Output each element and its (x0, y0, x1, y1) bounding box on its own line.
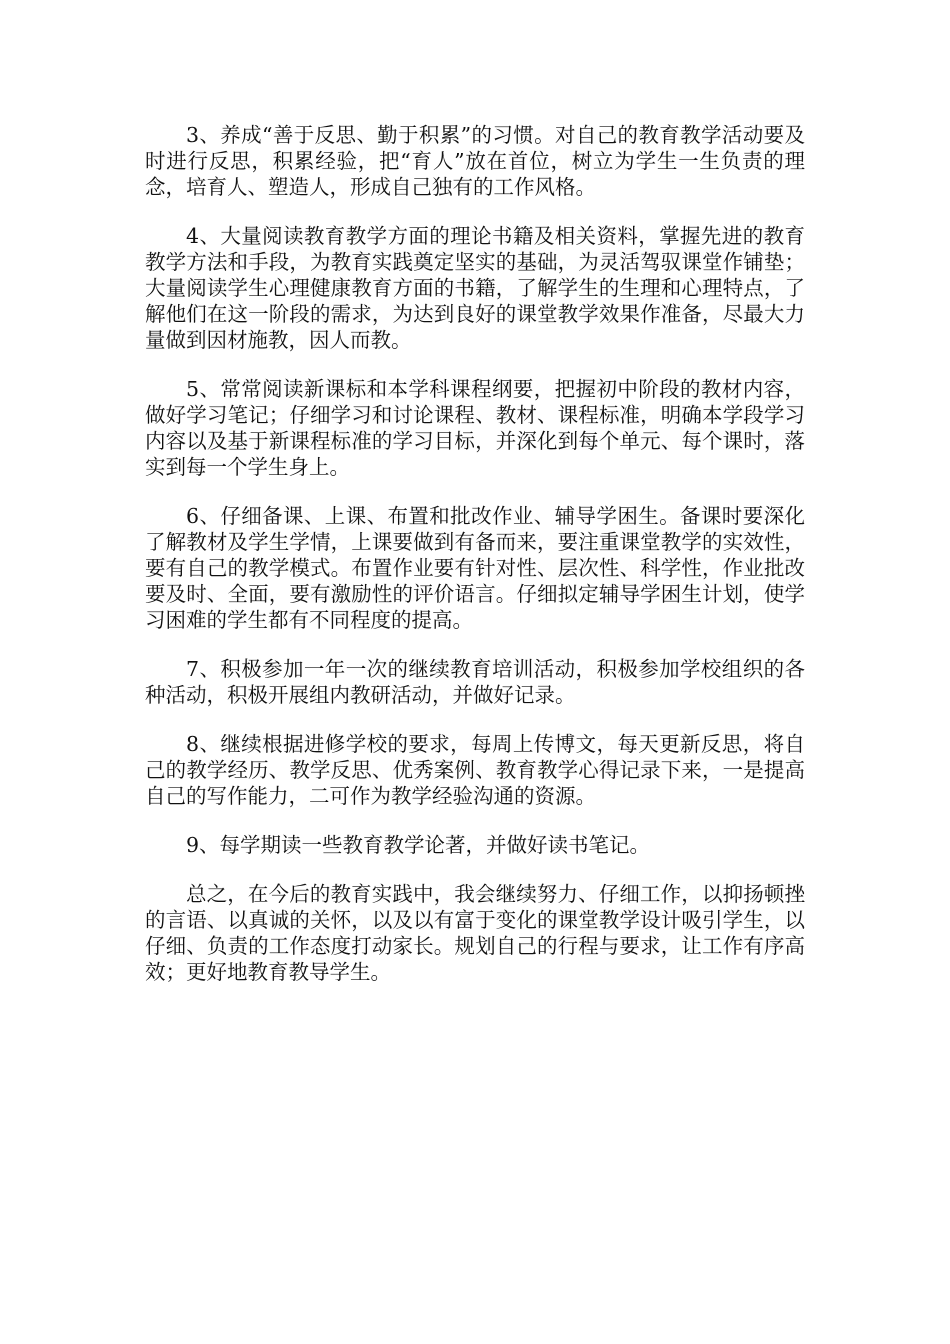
paragraph-item-5: 5、常常阅读新课标和本学科课程纲要，把握初中阶段的教材内容，做好学习笔记；仔细学习和讨论课程、教材、课程标准，明确本学段学习内容以及基于新课程标准的学习目标，并深化到每个单元、每个课时，落实到每一个学生身上。 (145, 377, 805, 479)
paragraph-summary: 总之，在今后的教育实践中，我会继续努力、仔细工作，以抑扬顿挫的言语、以真诚的关怀，以及以有富于变化的课堂教学设计吸引学生，以仔细、负责的工作态度打动家长。规划自己的行程与要求，让工作有序高效；更好地教育教导学生。 (145, 882, 805, 984)
paragraph-item-8: 8、继续根据进修学校的要求，每周上传博文，每天更新反思，将自己的教学经历、教学反思、优秀案例、教育教学心得记录下来，一是提高自己的写作能力，二可作为教学经验沟通的资源。 (145, 732, 805, 808)
document-body (145, 122, 805, 1008)
paragraph-item-9: 9、每学期读一些教育教学论著，并做好读书笔记。 (186, 833, 651, 857)
paragraph-item-3: 3、养成“善于反思、勤于积累”的习惯。对自己的教育教学活动要及时进行反思，积累经验，把“育人”放在首位，树立为学生一生负责的理念，培育人、塑造人，形成自己独有的工作风格。 (145, 123, 805, 199)
paragraph-item-6: 6、仔细备课、上课、布置和批改作业、辅导学困生。备课时要深化了解教材及学生学情，上课要做到有备而来，要注重课堂教学的实效性，要有自己的教学模式。布置作业要有针对性、层次性、科学性，作业批改要及时、全面，要有激励性的评价语言。仔细拟定辅导学困生计划，使学习困难的学生都有不同程度的提高。 (145, 504, 805, 632)
paragraph-item-7: 7、积极参加一年一次的继续教育培训活动，积极参加学校组织的各种活动，积极开展组内教研活动，并做好记录。 (145, 657, 805, 707)
paragraph-item-4: 4、大量阅读教育教学方面的理论书籍及相关资料，掌握先进的教育教学方法和手段，为教育实践奠定坚实的基础，为灵活驾驭课堂作铺垫；大量阅读学生心理健康教育方面的书籍，了解学生的生理和心理特点，了解他们在这一阶段的需求，为达到良好的课堂教学效果作准备，尽最大力量做到因材施教，因人而教。 (145, 224, 805, 352)
